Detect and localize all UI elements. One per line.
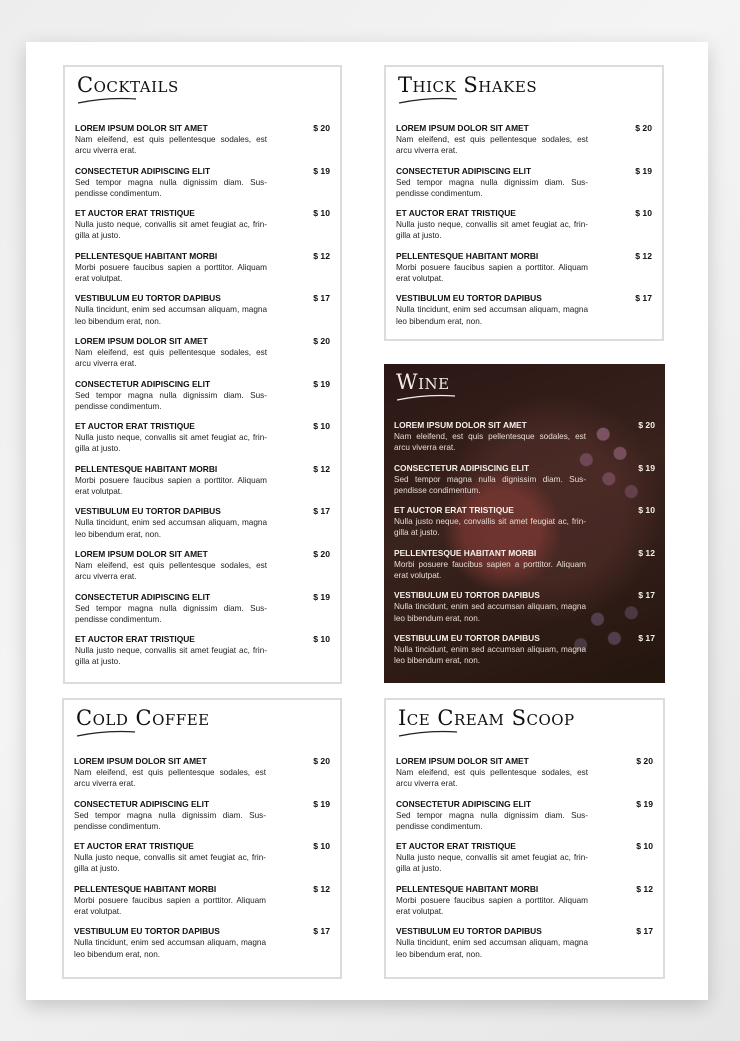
- menu-item-description: Morbi posuere faucibus sapien a porttitor. Aliquam erat volutpat.: [396, 895, 588, 917]
- menu-item: [75, 123, 330, 166]
- menu-item-description: Nam eleifend, est quis pellentesque sodales, est arcu viverra erat.: [396, 768, 588, 789]
- menu-item-name: ET AUCTOR ERAT TRISTIQUE: [396, 841, 516, 852]
- menu-item-price: $ 20: [636, 756, 653, 766]
- title-flourish-icon: [398, 97, 458, 105]
- menu-item-price: $ 10: [313, 841, 330, 852]
- menu-item: [75, 592, 330, 635]
- menu-item-description: Nulla justo neque, convallis sit amet feugiat ac, frin-gilla at justo.: [396, 220, 588, 241]
- menu-item-description: Nulla tincidunt, enim sed accumsan aliquam, magna leo bibendum erat, non.: [396, 938, 588, 959]
- menu-item-name: PELLENTESQUE HABITANT MORBI: [394, 547, 537, 558]
- menu-item-description: Nulla tincidunt, enim sed accumsan aliquam, magna leo bibendum erat, non.: [394, 644, 586, 666]
- menu-page: [26, 42, 708, 1000]
- menu-item-name: VESTIBULUM EU TORTOR DAPIBUS: [396, 926, 542, 937]
- menu-item-price: $ 20: [635, 123, 652, 133]
- menu-item-name: LOREM IPSUM DOLOR SIT AMET: [396, 123, 529, 133]
- menu-item-price: $ 10: [635, 208, 652, 219]
- menu-item: [75, 251, 330, 294]
- menu-item-price: $ 17: [635, 293, 652, 304]
- menu-item-description: Nulla justo neque, convallis sit amet feugiat ac, frin-gilla at justo.: [74, 853, 266, 874]
- menu-item: [394, 463, 655, 506]
- menu-item-description: Nam eleifend, est quis pellentesque sodales, est arcu viverra erat.: [75, 560, 267, 582]
- menu-item: [75, 464, 330, 507]
- menu-item-name: LOREM IPSUM DOLOR SIT AMET: [75, 335, 208, 346]
- menu-item: [75, 379, 330, 422]
- menu-item-description: Nam eleifend, est quis pellentesque sodales, est arcu viverra erat.: [75, 347, 267, 369]
- menu-item: [75, 549, 330, 592]
- menu-item-name: ET AUCTOR ERAT TRISTIQUE: [74, 841, 194, 852]
- menu-item: [74, 884, 330, 927]
- menu-item-price: $ 19: [313, 165, 330, 176]
- menu-item: [394, 633, 655, 676]
- menu-item-price: $ 17: [638, 590, 655, 601]
- menu-item-name: VESTIBULUM EU TORTOR DAPIBUS: [396, 293, 542, 304]
- menu-item-description: Sed tempor magna nulla dignissim diam. Sus-pendisse condimentum.: [396, 810, 588, 831]
- menu-item: [396, 841, 653, 884]
- menu-item: [75, 336, 330, 379]
- menu-item-price: $ 19: [313, 798, 330, 809]
- menu-item-name: ET AUCTOR ERAT TRISTIQUE: [394, 505, 514, 516]
- menu-item-price: $ 12: [636, 883, 653, 894]
- menu-item-price: $ 17: [313, 293, 330, 304]
- item-list: [396, 123, 652, 336]
- menu-item: [74, 841, 330, 884]
- menu-item-description: Nulla tincidunt, enim sed accumsan aliquam, magna leo bibendum erat, non.: [75, 518, 267, 539]
- title-flourish-icon: [398, 730, 458, 738]
- menu-item-price: $ 17: [313, 926, 330, 937]
- menu-item-description: Nulla justo neque, convallis sit amet feugiat ac, frin-gilla at justo.: [396, 853, 588, 874]
- menu-item-name: LOREM IPSUM DOLOR SIT AMET: [75, 548, 208, 559]
- menu-item-description: Morbi posuere faucibus sapien a porttitor. Aliquam erat volutpat.: [396, 262, 588, 284]
- menu-item: [394, 420, 655, 463]
- item-list: [394, 420, 655, 676]
- menu-item: [75, 166, 330, 209]
- menu-item-price: $ 19: [313, 378, 330, 389]
- menu-item: [74, 756, 330, 799]
- menu-item-price: $ 12: [638, 547, 655, 558]
- menu-item-name: PELLENTESQUE HABITANT MORBI: [396, 883, 539, 894]
- menu-item-price: $ 20: [313, 548, 330, 559]
- menu-item-price: $ 12: [313, 883, 330, 894]
- cocktails-section: [63, 65, 342, 684]
- menu-item-name: VESTIBULUM EU TORTOR DAPIBUS: [394, 632, 540, 643]
- menu-item-name: CONSECTETUR ADIPISCING ELIT: [75, 378, 211, 389]
- menu-item-price: $ 19: [638, 462, 655, 473]
- menu-item-price: $ 10: [313, 208, 330, 219]
- menu-item: [396, 293, 652, 336]
- menu-item-price: $ 20: [313, 335, 330, 346]
- menu-item-price: $ 10: [313, 421, 330, 432]
- menu-item-name: ET AUCTOR ERAT TRISTIQUE: [75, 634, 195, 645]
- menu-item-name: VESTIBULUM EU TORTOR DAPIBUS: [75, 506, 221, 517]
- menu-item: [75, 506, 330, 549]
- menu-item: [394, 548, 655, 591]
- menu-item-description: Nam eleifend, est quis pellentesque sodales, est arcu viverra erat.: [75, 135, 267, 156]
- title-flourish-icon: [396, 394, 456, 402]
- menu-item-price: $ 20: [313, 123, 330, 133]
- section-title: Cocktails: [77, 73, 179, 97]
- menu-item-description: Sed tempor magna nulla dignissim diam. Sus-pendisse condimentum.: [396, 177, 588, 198]
- menu-item: [75, 293, 330, 336]
- menu-item-name: PELLENTESQUE HABITANT MORBI: [396, 250, 539, 261]
- menu-item-name: CONSECTETUR ADIPISCING ELIT: [396, 798, 532, 809]
- menu-item-description: Nam eleifend, est quis pellentesque sodales, est arcu viverra erat.: [394, 432, 586, 453]
- menu-item-description: Sed tempor magna nulla dignissim diam. Sus-pendisse condimentum.: [75, 177, 267, 198]
- menu-item-price: $ 10: [636, 841, 653, 852]
- section-title: Cold Coffee: [76, 706, 210, 730]
- menu-item: [396, 799, 653, 842]
- menu-item: [396, 166, 652, 209]
- menu-item: [75, 208, 330, 251]
- menu-item-price: $ 17: [313, 506, 330, 517]
- menu-item-description: Nam eleifend, est quis pellentesque sodales, est arcu viverra erat.: [74, 768, 266, 789]
- section-title: Ice Cream Scoop: [398, 706, 575, 730]
- title-flourish-icon: [77, 97, 137, 105]
- menu-item-description: Nam eleifend, est quis pellentesque sodales, est arcu viverra erat.: [396, 135, 588, 156]
- menu-item-name: CONSECTETUR ADIPISCING ELIT: [396, 165, 532, 176]
- menu-item-name: PELLENTESQUE HABITANT MORBI: [74, 883, 217, 894]
- menu-item: [396, 251, 652, 294]
- menu-item: [396, 756, 653, 799]
- thick-shakes-section: [384, 65, 664, 341]
- menu-item-description: Nulla justo neque, convallis sit amet feugiat ac, frin-gilla at justo.: [75, 646, 267, 667]
- section-title: Wine: [396, 370, 450, 394]
- menu-item-description: Nulla tincidunt, enim sed accumsan aliquam, magna leo bibendum erat, non.: [74, 938, 266, 959]
- item-list: [396, 756, 653, 969]
- menu-item-name: VESTIBULUM EU TORTOR DAPIBUS: [394, 590, 540, 601]
- menu-item-description: Nulla tincidunt, enim sed accumsan aliquam, magna leo bibendum erat, non.: [394, 602, 586, 623]
- menu-item: [75, 634, 330, 677]
- menu-item-name: LOREM IPSUM DOLOR SIT AMET: [394, 420, 527, 430]
- menu-item-description: Sed tempor magna nulla dignissim diam. Sus-pendisse condimentum.: [75, 603, 267, 624]
- menu-item-description: Nulla justo neque, convallis sit amet feugiat ac, frin-gilla at justo.: [394, 517, 586, 538]
- menu-item-name: PELLENTESQUE HABITANT MORBI: [75, 250, 218, 261]
- ice-cream-scoop-section: [384, 698, 665, 979]
- menu-item-name: LOREM IPSUM DOLOR SIT AMET: [396, 756, 529, 766]
- menu-item-description: Sed tempor magna nulla dignissim diam. Sus-pendisse condimentum.: [75, 390, 267, 411]
- menu-item-price: $ 20: [638, 420, 655, 430]
- menu-item-price: $ 20: [313, 756, 330, 766]
- menu-item: [394, 590, 655, 633]
- menu-item-description: Nulla tincidunt, enim sed accumsan aliquam, magna leo bibendum erat, non.: [75, 305, 267, 326]
- menu-item-name: CONSECTETUR ADIPISCING ELIT: [74, 798, 210, 809]
- menu-item-price: $ 12: [313, 250, 330, 261]
- wine-section: [384, 364, 665, 683]
- menu-item-price: $ 19: [636, 798, 653, 809]
- menu-item: [75, 421, 330, 464]
- menu-item: [74, 799, 330, 842]
- menu-item-price: $ 10: [313, 634, 330, 645]
- menu-item-price: $ 17: [636, 926, 653, 937]
- menu-item-description: Morbi posuere faucibus sapien a porttitor. Aliquam erat volutpat.: [75, 475, 267, 497]
- menu-item-description: Sed tempor magna nulla dignissim diam. Sus-pendisse condimentum.: [394, 474, 586, 495]
- menu-item: [394, 505, 655, 548]
- menu-item-price: $ 19: [635, 165, 652, 176]
- menu-item-name: ET AUCTOR ERAT TRISTIQUE: [396, 208, 516, 219]
- menu-item: [396, 123, 652, 166]
- menu-item-price: $ 19: [313, 591, 330, 602]
- menu-item-name: CONSECTETUR ADIPISCING ELIT: [75, 165, 211, 176]
- item-list: [75, 123, 330, 677]
- menu-item-description: Sed tempor magna nulla dignissim diam. Sus-pendisse condimentum.: [74, 810, 266, 831]
- menu-item-name: LOREM IPSUM DOLOR SIT AMET: [75, 123, 208, 133]
- menu-item-price: $ 17: [638, 632, 655, 643]
- menu-item-description: Morbi posuere faucibus sapien a porttitor. Aliquam erat volutpat.: [75, 262, 267, 284]
- menu-item: [396, 926, 653, 969]
- menu-item: [396, 884, 653, 927]
- menu-item-price: $ 12: [313, 463, 330, 474]
- menu-item-name: ET AUCTOR ERAT TRISTIQUE: [75, 208, 195, 219]
- menu-item-description: Nulla justo neque, convallis sit amet feugiat ac, frin-gilla at justo.: [75, 433, 267, 454]
- menu-item-description: Morbi posuere faucibus sapien a porttitor. Aliquam erat volutpat.: [74, 895, 266, 917]
- menu-item-name: PELLENTESQUE HABITANT MORBI: [75, 463, 218, 474]
- menu-item-name: ET AUCTOR ERAT TRISTIQUE: [75, 421, 195, 432]
- title-flourish-icon: [76, 730, 136, 738]
- menu-item-name: CONSECTETUR ADIPISCING ELIT: [394, 462, 530, 473]
- menu-item-name: VESTIBULUM EU TORTOR DAPIBUS: [75, 293, 221, 304]
- section-title: Thick Shakes: [398, 73, 538, 97]
- menu-item-name: LOREM IPSUM DOLOR SIT AMET: [74, 756, 207, 766]
- menu-item-description: Morbi posuere faucibus sapien a porttitor. Aliquam erat volutpat.: [394, 559, 586, 581]
- cold-coffee-section: [62, 698, 342, 979]
- menu-item-price: $ 12: [635, 250, 652, 261]
- menu-item-price: $ 10: [638, 505, 655, 516]
- menu-item-description: Nulla tincidunt, enim sed accumsan aliquam, magna leo bibendum erat, non.: [396, 305, 588, 326]
- menu-item-name: CONSECTETUR ADIPISCING ELIT: [75, 591, 211, 602]
- menu-item-name: VESTIBULUM EU TORTOR DAPIBUS: [74, 926, 220, 937]
- menu-item: [396, 208, 652, 251]
- menu-item-description: Nulla justo neque, convallis sit amet feugiat ac, frin-gilla at justo.: [75, 220, 267, 241]
- menu-item: [74, 926, 330, 969]
- item-list: [74, 756, 330, 969]
